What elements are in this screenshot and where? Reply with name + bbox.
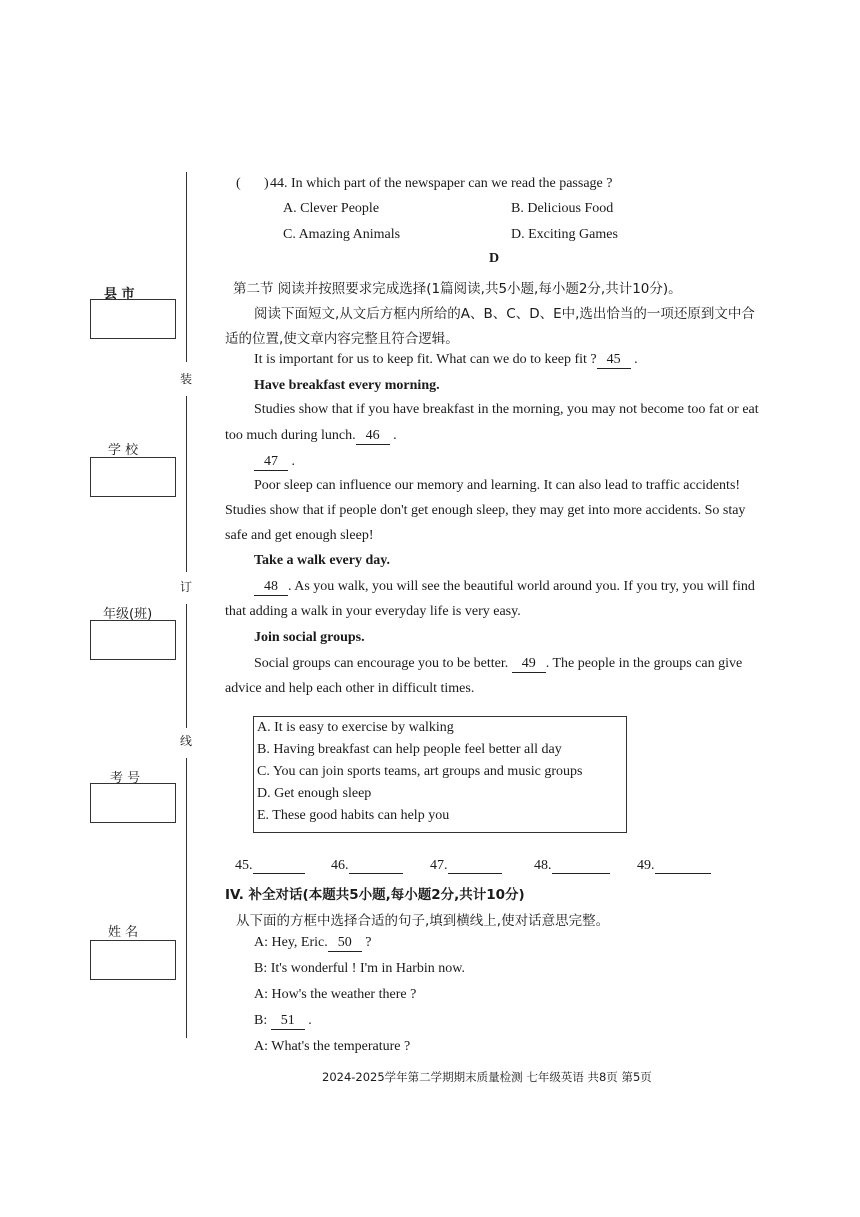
answer-48-label: 48. bbox=[534, 858, 552, 873]
q44-option-a: A. Clever People bbox=[283, 201, 380, 216]
school-field[interactable] bbox=[90, 457, 176, 497]
dialog-line-4-end: . bbox=[308, 1013, 312, 1028]
answer-46-label: 46. bbox=[331, 858, 349, 873]
paragraph-2-line-3: safe and get enough sleep! bbox=[225, 528, 374, 543]
dialog-line-1-end: ? bbox=[365, 935, 372, 950]
q44-option-b: B. Delicious Food bbox=[511, 201, 614, 216]
answer-49-label: 49. bbox=[637, 858, 655, 873]
option-box bbox=[253, 716, 627, 833]
binding-line bbox=[186, 172, 187, 362]
dialog-line-4-text: B: bbox=[254, 1013, 268, 1028]
paragraph-4-line-2: advice and help each other in difficult times. bbox=[225, 681, 475, 696]
paragraph-1-line-2-text: too much during lunch. bbox=[225, 428, 356, 443]
dialog-line-1-text: A: Hey, Eric. bbox=[254, 935, 328, 950]
dialog-line-3: A: How's the weather there ? bbox=[254, 987, 417, 1002]
option-d: D. Get enough sleep bbox=[257, 786, 372, 801]
blank-50[interactable]: 50 bbox=[328, 935, 362, 952]
q44-paren-close: ) bbox=[264, 176, 269, 191]
grade-class-field[interactable] bbox=[90, 620, 176, 660]
name-field[interactable] bbox=[90, 940, 176, 980]
answer-47[interactable] bbox=[430, 858, 502, 874]
paragraph-2-line-1: Poor sleep can influence our memory and learning. It can also lead to traffic accidents! bbox=[254, 478, 741, 493]
paragraph-3-line-1-text: . As you walk, you will see the beautiful world around you. If you try, you will find bbox=[288, 579, 755, 594]
dialog-line-1 bbox=[254, 935, 371, 952]
option-b: B. Having breakfast can help people feel better all day bbox=[257, 742, 562, 757]
paragraph-4-line-1-text: Social groups can encourage you to be better. bbox=[254, 656, 509, 671]
section4-heading: IV. 补全对话(本题共5小题,每小题2分,共计10分) bbox=[225, 887, 525, 903]
binding-line bbox=[186, 758, 187, 1038]
dialog-line-2: B: It's wonderful ! I'm in Harbin now. bbox=[254, 961, 465, 976]
paragraph-3-line-1 bbox=[254, 579, 755, 596]
blank-46[interactable]: 46 bbox=[356, 428, 390, 445]
passage-intro-text: It is important for us to keep fit. What can we do to keep fit ? bbox=[254, 352, 597, 367]
passage-intro: It is important for us to keep fit. What can we do to keep fit ? 45 . bbox=[254, 352, 638, 367]
subheading-social: Join social groups. bbox=[254, 630, 365, 645]
exam-number-field[interactable] bbox=[90, 783, 176, 823]
subheading-breakfast: Have breakfast every morning. bbox=[254, 378, 440, 393]
grade-class-label: 年级(班) bbox=[103, 607, 153, 622]
dialog-line-5: A: What's the temperature ? bbox=[254, 1039, 411, 1054]
section4-instruction: 从下面的方框中选择合适的句子,填到横线上,使对话意思完整。 bbox=[236, 913, 610, 929]
blank-45[interactable]: 45 bbox=[597, 352, 631, 369]
option-c: C. You can join sports teams, art groups and music groups bbox=[257, 764, 583, 779]
paragraph-3-line-2: that adding a walk in your everyday life is very easy. bbox=[225, 604, 521, 619]
answer-48[interactable] bbox=[534, 858, 610, 874]
subheading-walk: Take a walk every day. bbox=[254, 553, 390, 568]
page-footer: 2024-2025学年第二学期期末质量检测 七年级英语 共8页 第5页 bbox=[322, 1070, 652, 1084]
blank-51[interactable]: 51 bbox=[271, 1013, 305, 1030]
name-label: 姓 名 bbox=[108, 925, 139, 940]
answer-45[interactable] bbox=[235, 858, 305, 874]
paragraph-2-start: 47 . bbox=[254, 454, 295, 471]
q44-paren-open: ( bbox=[236, 176, 241, 191]
answer-49[interactable] bbox=[637, 858, 711, 874]
county-label: 县 市 bbox=[104, 287, 135, 302]
binding-line bbox=[186, 604, 187, 728]
section2-heading: 第二节 阅读并按照要求完成选择(1篇阅读,共5小题,每小题2分,共计10分)。 bbox=[233, 281, 682, 297]
answer-47-label: 47. bbox=[430, 858, 448, 873]
county-field[interactable] bbox=[90, 299, 176, 339]
answer-45-label: 45. bbox=[235, 858, 253, 873]
option-a: A. It is easy to exercise by walking bbox=[257, 720, 454, 735]
option-e: E. These good habits can help you bbox=[257, 808, 450, 823]
paragraph-4-line-1-end: . The people in the groups can give bbox=[545, 656, 743, 671]
paragraph-2-line-2: Studies show that if people don't get enough sleep, they may get into more accidents. So stay bbox=[225, 503, 746, 518]
binding-line bbox=[186, 396, 187, 572]
q44-option-d: D. Exciting Games bbox=[511, 227, 618, 242]
blank-47[interactable]: 47 bbox=[254, 454, 288, 471]
binding-char-zhuang: 装 bbox=[180, 372, 193, 386]
blank-49[interactable]: 49 bbox=[512, 656, 546, 673]
q44-stem: 44. In which part of the newspaper can we read the passage ? bbox=[270, 176, 613, 191]
binding-char-ding: 订 bbox=[180, 580, 193, 594]
part-letter: D bbox=[489, 251, 500, 266]
blank-48[interactable]: 48 bbox=[254, 579, 288, 596]
section2-instruction-2: 适的位置,使文章内容完整且符合逻辑。 bbox=[225, 331, 459, 347]
q44-option-c: C. Amazing Animals bbox=[283, 227, 401, 242]
dialog-line-4 bbox=[254, 1013, 312, 1030]
section2-instruction-1: 阅读下面短文,从文后方框内所给的A、B、C、D、E中,选出恰当的一项还原到文中合 bbox=[254, 306, 755, 322]
answer-46[interactable] bbox=[331, 858, 403, 874]
school-label: 学 校 bbox=[108, 443, 139, 458]
exam-number-label: 考 号 bbox=[110, 771, 141, 786]
paragraph-4-line-1 bbox=[254, 656, 742, 673]
binding-char-xian: 线 bbox=[180, 734, 193, 748]
paragraph-1-line-2: too much during lunch. 46 . bbox=[225, 428, 397, 443]
paragraph-1-line-1: Studies show that if you have breakfast in the morning, you may not become too fat or eat bbox=[254, 402, 759, 417]
